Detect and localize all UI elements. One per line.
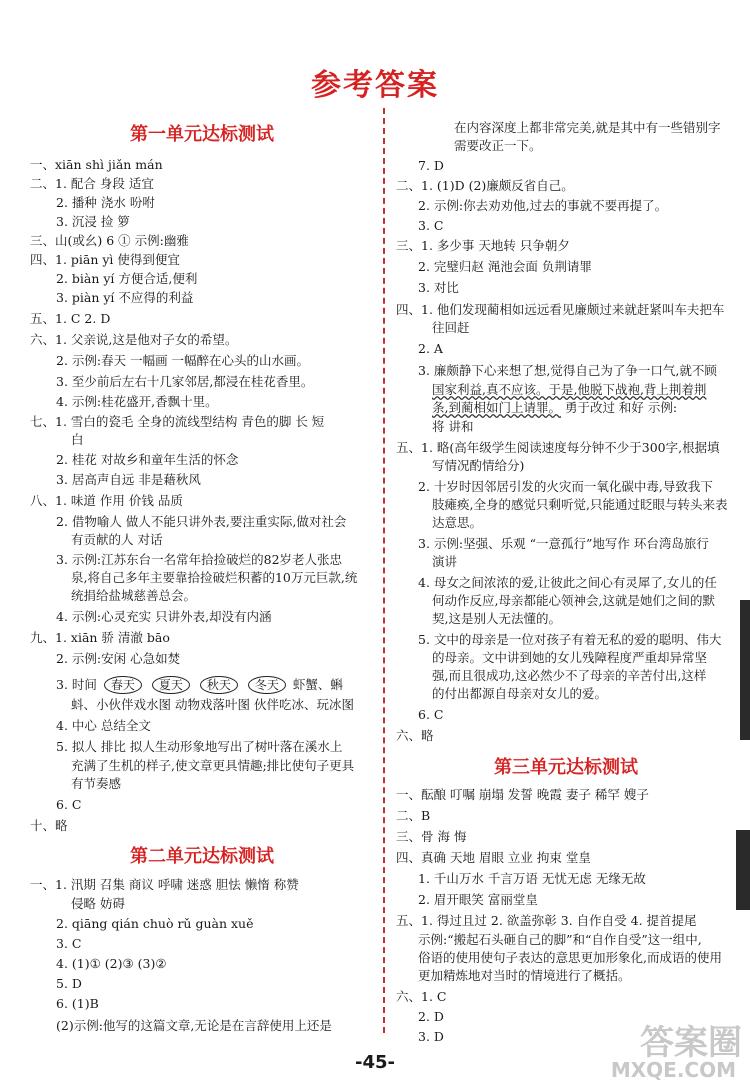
answer-line: 国家利益,真不应该。于是,他脱下战袍,背上荆着荆 bbox=[432, 382, 707, 397]
answer-line: 在内容深度上都非常完美,就是其中有一些错别字 bbox=[454, 120, 721, 135]
answer-line: 白 bbox=[71, 432, 84, 447]
unit3-heading: 第三单元达标测试 bbox=[494, 757, 638, 778]
underlined-text: 条,到蔺相如门上请罪。 bbox=[432, 400, 561, 415]
answer-line: 7. D bbox=[418, 158, 444, 173]
column-divider bbox=[383, 108, 385, 1033]
answer-line: 一、xiān shì jiǎn mán bbox=[30, 157, 163, 172]
answer-line: 3. C bbox=[418, 218, 444, 233]
answer-line: 更加精炼地对当时的情境进行了概括。 bbox=[418, 968, 631, 983]
answer-line: 写情况酌情给分) bbox=[432, 458, 525, 473]
answer-line: 强,而且很成功,这必然少不了母亲的辛苦付出,这样 bbox=[432, 668, 707, 683]
answer-line: 三、山(或幺) 6 ① 示例:幽雅 bbox=[30, 233, 189, 248]
answer-line: 蚪、小伙伴戏水图 动物戏落叶图 伙伴吃冰、玩冰图 bbox=[71, 697, 354, 712]
answer-line: 二、1. 配合 身段 适宜 bbox=[30, 176, 154, 191]
answer-line: 八、1. 味道 作用 价钱 品质 bbox=[30, 493, 183, 508]
answer-line: 2. 示例:春天 一幅画 一幅醉在心头的山水画。 bbox=[56, 353, 310, 368]
answer-line: 4. 中心 总结全文 bbox=[56, 718, 151, 733]
answer-line: 二、B bbox=[396, 808, 431, 823]
seasons-suffix: 虾蟹、蝌 bbox=[292, 677, 343, 692]
scan-edge-mark bbox=[736, 830, 750, 910]
answer-line: 六、1. C bbox=[396, 989, 447, 1004]
answer-line: 5. 拟人 排比 拟人生动形象地写出了树叶落在溪水上 bbox=[56, 739, 343, 754]
answer-line: 2. 示例:安闲 心急如焚 bbox=[56, 651, 181, 666]
answer-line: 4. (1)① (2)③ (3)② bbox=[56, 956, 167, 971]
answer-line: 1. 千山万水 千言万语 无忧无虑 无缘无故 bbox=[418, 871, 646, 886]
answer-line: 达意思。 bbox=[432, 515, 483, 530]
answer-line: 契,这是别人无法懂的。 bbox=[432, 611, 561, 626]
answer-line: 2. 借物喻人 做人不能只讲外表,要注重实际,做对社会 bbox=[56, 514, 347, 529]
answer-line: 4. 示例:心灵充实 只讲外表,却没有内涵 bbox=[56, 609, 272, 624]
answer-line: 一、酝酿 叮嘱 崩塌 发誓 晚霞 妻子 稀罕 嫂子 bbox=[396, 787, 649, 802]
answer-line: 有贡献的人 对话 bbox=[71, 532, 163, 547]
page-title: 参考答案 bbox=[311, 68, 439, 103]
answer-line: 七、1. 雪白的瓷毛 全身的流线型结构 青色的脚 长 短 bbox=[30, 414, 325, 429]
answer-line: 2. 十岁时因邻居引发的火灾而一氧化碳中毒,导致我下 bbox=[418, 479, 713, 494]
answer-line: 侵略 妨碍 bbox=[71, 896, 125, 911]
answer-line: 6. C bbox=[418, 707, 444, 722]
answer-line: 充满了生机的样子,使文章更具情趣;排比使句子更具 bbox=[71, 758, 355, 773]
answer-line: 五、1. 略(高年级学生阅读速度每分钟不少于300字,根据填 bbox=[396, 440, 720, 455]
answer-line: 往回赶 bbox=[432, 320, 470, 335]
answer-line: 3. 对比 bbox=[418, 280, 459, 295]
answer-line: 2. 完璧归赵 渑池会面 负荆请罪 bbox=[418, 259, 592, 274]
answer-line: 5. D bbox=[56, 976, 82, 991]
answer-line: 演讲 bbox=[432, 554, 458, 569]
answer-line: (2)示例:他写的这篇文章,无论是在言辞使用上还是 bbox=[56, 1018, 332, 1033]
answer-line: 4. 示例:桂花盛开,香飘十里。 bbox=[56, 394, 218, 409]
answer-line: 俗语的使用使句子表达的意思更加形象化,而成语的使用 bbox=[418, 950, 722, 965]
answer-line bbox=[432, 400, 677, 416]
answer-line: 六、略 bbox=[396, 728, 434, 743]
unit1-heading: 第一单元达标测试 bbox=[130, 124, 274, 145]
answer-line: 3. C bbox=[56, 936, 82, 951]
answer-line: 2. 眉开眼笑 富丽堂皇 bbox=[418, 892, 538, 907]
answer-line: 3. piàn yí 不应得的利益 bbox=[56, 290, 194, 305]
answer-line: 6. (1)B bbox=[56, 996, 99, 1011]
answer-line: 的母亲。文中讲到她的女儿残障程度严重却异常坚 bbox=[432, 650, 708, 665]
answer-line: 2. 示例:你去劝劝他,过去的事就不要再提了。 bbox=[418, 198, 668, 213]
answer-line: 十、略 bbox=[30, 818, 68, 833]
season-circle: 夏天 bbox=[152, 676, 190, 694]
answer-line: 四、真确 天地 眉眼 立业 拘束 堂皇 bbox=[396, 850, 591, 865]
page-number: -45- bbox=[355, 1052, 395, 1073]
answer-line: 一、1. 汛期 召集 商议 呼啸 迷惑 胆怯 懒惰 称赞 bbox=[30, 877, 299, 892]
answer-line: 六、1. 父亲说,这是他对子女的希望。 bbox=[30, 332, 238, 347]
answer-line: 示例:“搬起石头砸自己的脚”和“自作自受”这一组中, bbox=[418, 932, 702, 947]
answer-line: 2. 桂花 对故乡和童年生活的怀念 bbox=[56, 452, 239, 467]
answer-line: 3. 沉浸 捡 箩 bbox=[56, 214, 130, 229]
season-circle: 秋天 bbox=[200, 676, 238, 694]
answer-line: 九、1. xiān 骄 清澈 bāo bbox=[30, 630, 170, 645]
answer-line: 2. biàn yí 方便合适,便利 bbox=[56, 271, 198, 286]
answer-line: 何动作反应,母亲都能心领神会,这就是她们之间的默 bbox=[432, 593, 715, 608]
answer-line: 需要改正一下。 bbox=[454, 138, 542, 153]
answer-line: 有节奏感 bbox=[71, 776, 122, 791]
answer-text: 勇于改过 和好 示例: bbox=[560, 400, 678, 415]
answer-line: 将 讲和 bbox=[432, 419, 474, 434]
scan-edge-mark bbox=[740, 600, 750, 740]
answer-line: 二、1. (1)D (2)廉颇反省自己。 bbox=[396, 178, 574, 193]
seasons-line bbox=[56, 676, 343, 694]
answer-line: 四、1. 他们发现蔺相如远远看见廉颇过来就赶紧叫车夫把车 bbox=[396, 302, 725, 317]
answer-line: 5. 文中的母亲是一位对孩子有着无私的爱的聪明、伟大 bbox=[418, 632, 722, 647]
answer-line: 3. 至少前后左右十几家邻居,都浸在桂花香里。 bbox=[56, 374, 314, 389]
answer-line: 三、骨 海 悔 bbox=[396, 829, 467, 844]
answer-line: 的付出都源自母亲对女儿的爱。 bbox=[432, 686, 608, 701]
answer-line: 3. 居高声自远 非是藉秋风 bbox=[56, 472, 201, 487]
answer-line: 2. qiāng qián chuò rǔ guàn xuě bbox=[56, 916, 254, 931]
unit2-heading: 第二单元达标测试 bbox=[130, 846, 274, 867]
answer-line: 2. 播种 浇水 吩咐 bbox=[56, 195, 155, 210]
answer-line: 统捐给盐城慈善总会。 bbox=[71, 588, 197, 603]
answer-line: 3. 示例:江苏东台一名常年拾捡破烂的82岁老人张忠 bbox=[56, 552, 343, 567]
answer-line: 2. D bbox=[418, 1009, 444, 1024]
answer-line: 3. D bbox=[418, 1029, 444, 1044]
answer-line: 肢瘫痪,全身的感觉只剩听觉,只能通过眨眼与转头来表 bbox=[432, 497, 728, 512]
watermark-url: MXQE.COM bbox=[610, 1058, 736, 1082]
answer-line: 五、1. C 2. D bbox=[30, 311, 111, 326]
answer-line: 2. A bbox=[418, 341, 443, 356]
answer-line: 五、1. 得过且过 2. 欲盖弥彰 3. 自作自受 4. 提首提尾 bbox=[396, 913, 697, 928]
answer-line: 6. C bbox=[56, 797, 82, 812]
season-circle: 冬天 bbox=[248, 676, 286, 694]
answer-line: 三、1. 多少事 天地转 只争朝夕 bbox=[396, 238, 570, 253]
answer-line: 四、1. piān yì 使得到便宜 bbox=[30, 252, 180, 267]
answer-line: 3. 廉颇静下心来想了想,觉得自己为了争一口气,就不顾 bbox=[418, 363, 717, 378]
season-circle: 春天 bbox=[104, 676, 142, 694]
answer-line: 泉,将自己多年主要靠拾捡破烂积蓄的10万元巨款,统 bbox=[71, 570, 358, 585]
answer-line: 3. 示例:坚强、乐观 “一意孤行”地写作 环台湾岛旅行 bbox=[418, 536, 709, 551]
seasons-prefix: 3. 时间 bbox=[56, 677, 97, 692]
answer-line: 4. 母女之间浓浓的爱,让彼此之间心有灵犀了,女儿的任 bbox=[418, 575, 717, 590]
watermark-logo: 答案圈 bbox=[640, 1023, 742, 1063]
